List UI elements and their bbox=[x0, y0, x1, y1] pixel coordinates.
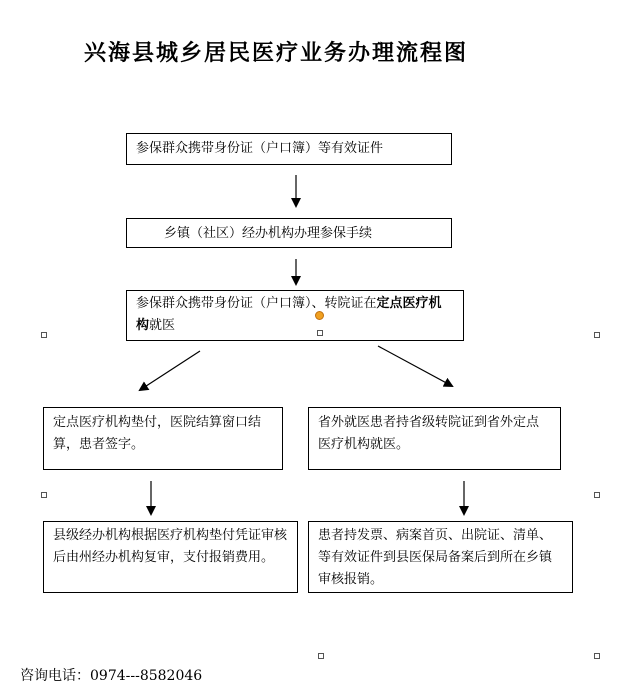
right-branch-text: 省外就医患者持省级转院证到省外定点医疗机构就医。 bbox=[318, 415, 540, 452]
left-final-box bbox=[43, 521, 298, 593]
step-1-text: 参保群众携带身份证（户口簿）等有效证件 bbox=[136, 141, 384, 156]
contact-label: 咨询电话： bbox=[20, 668, 90, 684]
page-title: 兴海县城乡居民医疗业务办理流程图 bbox=[84, 40, 469, 66]
resize-handle-mid-right[interactable] bbox=[594, 332, 600, 338]
resize-handle-lower-left[interactable] bbox=[41, 492, 47, 498]
contact-phone: 0974---8582046 bbox=[90, 668, 203, 684]
resize-handle-bottom-right[interactable] bbox=[594, 653, 600, 659]
step-3-prefix: 参保群众携带身份证（户口簿）、转院证在 bbox=[136, 296, 377, 311]
resize-handle-lower-right[interactable] bbox=[594, 492, 600, 498]
left-branch-box bbox=[43, 407, 283, 470]
step-3-box[interactable] bbox=[126, 290, 464, 341]
step-1-box bbox=[126, 133, 452, 165]
step-2-box bbox=[126, 218, 452, 248]
right-final-text: 患者持发票、病案首页、出院证、清单、等有效证件到县医保局备案后到所在乡镇审核报销。 bbox=[318, 528, 553, 587]
resize-handle-bottom-center[interactable] bbox=[318, 653, 324, 659]
resize-handle-mid-left[interactable] bbox=[41, 332, 47, 338]
arrow-step3-to-right bbox=[378, 346, 452, 386]
step-3-emphasis: 定点医疗机构 bbox=[136, 296, 442, 333]
right-branch-box bbox=[308, 407, 561, 470]
contact-footer bbox=[20, 665, 202, 685]
step-3-suffix: 就医 bbox=[149, 318, 176, 333]
step-2-text: 乡镇（社区）经办机构办理参保手续 bbox=[164, 226, 373, 241]
resize-handle-top-center[interactable] bbox=[317, 330, 323, 336]
rotation-handle-icon[interactable] bbox=[315, 311, 324, 320]
right-final-box bbox=[308, 521, 573, 593]
left-branch-text: 定点医疗机构垫付，医院结算窗口结算，患者签字。 bbox=[53, 415, 262, 452]
left-final-text: 县级经办机构根据医疗机构垫付凭证审核后由州经办机构复审，支付报销费用。 bbox=[53, 528, 288, 565]
arrow-step3-to-left bbox=[140, 351, 200, 390]
